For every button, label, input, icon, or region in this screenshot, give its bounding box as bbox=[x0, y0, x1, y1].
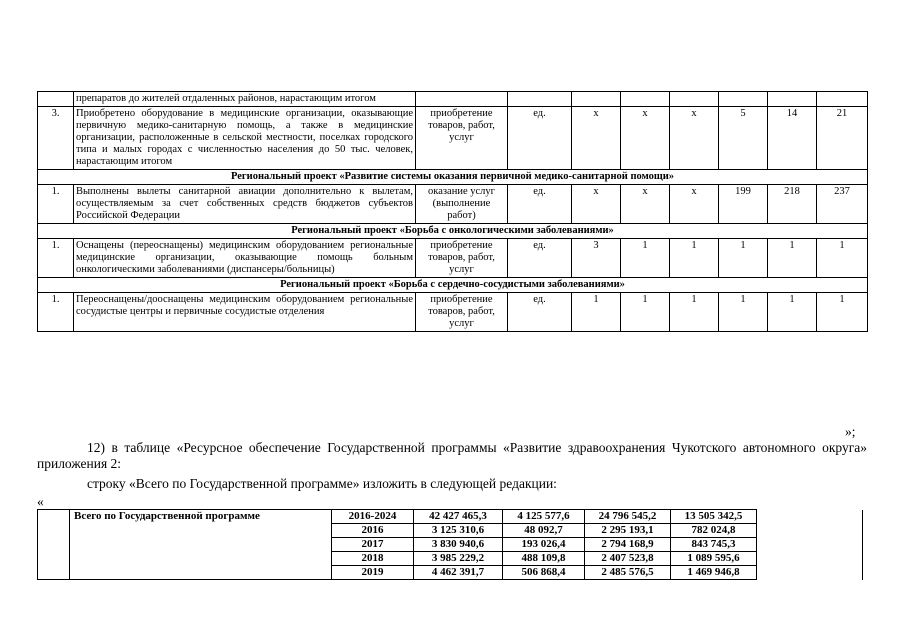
row-value bbox=[572, 92, 621, 107]
row-value: x bbox=[572, 185, 621, 224]
row-value: 1 bbox=[670, 293, 719, 332]
row-value: 1 bbox=[817, 239, 868, 278]
row-value: 2 407 523,8 bbox=[585, 552, 671, 566]
row-empty bbox=[757, 552, 863, 566]
row-value: 1 bbox=[719, 293, 768, 332]
row-value: 488 109,8 bbox=[503, 552, 585, 566]
row-value: 193 026,4 bbox=[503, 538, 585, 552]
row-description: Выполнены вылеты санитарной авиации дополнительно к вылетам, осуществляемым за счет собственных средств бюджетов субъектов Российской Федерации bbox=[74, 185, 416, 224]
closing-quote: »; bbox=[845, 424, 856, 439]
row-description: Приобретено оборудование в медицинские организации, оказывающие первичную медико-санитарную помощь, а также в медицинские организации, расположенные в сельской местности, поселках городского типа и малых городах с численностью населения до 50 тыс. человек, нарастающим итогом bbox=[74, 107, 416, 170]
row-empty bbox=[757, 524, 863, 538]
row-value: x bbox=[670, 107, 719, 170]
section-title: Региональный проект «Борьба с сердечно-сосудистыми заболеваниями» bbox=[38, 278, 868, 293]
row-year: 2016 bbox=[332, 524, 414, 538]
row-number: 1. bbox=[38, 185, 74, 224]
row-value: 3 bbox=[572, 239, 621, 278]
row-total: 4 462 391,7 bbox=[414, 566, 503, 580]
row-description: Оснащены (переоснащены) медицинским оборудованием региональные медицинские организации, оказывающие помощь больным онкологическими заболеваниями (диспансеры/больницы) bbox=[74, 239, 416, 278]
row-value: 21 bbox=[817, 107, 868, 170]
row-unit: ед. bbox=[508, 293, 572, 332]
row-value: 1 bbox=[621, 239, 670, 278]
row-value: x bbox=[621, 185, 670, 224]
row-value: 48 092,7 bbox=[503, 524, 585, 538]
row-total: 3 125 310,6 bbox=[414, 524, 503, 538]
row-year: 2016-2024 bbox=[332, 510, 414, 524]
regional-project-header bbox=[38, 224, 868, 239]
row-blank bbox=[38, 510, 70, 580]
row-value bbox=[670, 92, 719, 107]
paragraph-row-instruction: строку «Всего по Государственной программе» изложить в следующей редакции: bbox=[87, 476, 557, 491]
row-number: 1. bbox=[38, 239, 74, 278]
row-total: 3 985 229,2 bbox=[414, 552, 503, 566]
paragraph-12-text: 12) в таблице «Ресурсное обеспечение Государственной программы «Развитие здравоохранения Чукотского автономного округа» приложения 2: bbox=[37, 440, 867, 471]
row-value: 1 bbox=[621, 293, 670, 332]
row-value: 506 868,4 bbox=[503, 566, 585, 580]
row-type: приобретение товаров, работ, услуг bbox=[416, 293, 508, 332]
section-title: Региональный проект «Борьба с онкологическими заболеваниями» bbox=[38, 224, 868, 239]
row-empty bbox=[757, 510, 863, 524]
row-value: 4 125 577,6 bbox=[503, 510, 585, 524]
opening-quote: « bbox=[37, 494, 44, 509]
row-unit: ед. bbox=[508, 107, 572, 170]
row-value: 1 bbox=[768, 293, 817, 332]
row-value: 24 796 545,2 bbox=[585, 510, 671, 524]
row-value bbox=[621, 92, 670, 107]
row-value: 14 bbox=[768, 107, 817, 170]
row-value bbox=[817, 92, 868, 107]
row-value: 13 505 342,5 bbox=[671, 510, 757, 524]
row-unit: ед. bbox=[508, 239, 572, 278]
table-row bbox=[38, 239, 868, 278]
regional-project-header bbox=[38, 278, 868, 293]
row-year: 2018 bbox=[332, 552, 414, 566]
regional-project-header bbox=[38, 170, 868, 185]
row-value: 199 bbox=[719, 185, 768, 224]
row-value: x bbox=[621, 107, 670, 170]
row-value: 1 bbox=[670, 239, 719, 278]
table-row bbox=[38, 92, 868, 107]
row-type: приобретение товаров, работ, услуг bbox=[416, 239, 508, 278]
row-total: 3 830 940,6 bbox=[414, 538, 503, 552]
row-description: препаратов до жителей отдаленных районов, нарастающим итогом bbox=[74, 92, 416, 107]
row-value: 2 485 576,5 bbox=[585, 566, 671, 580]
table-row bbox=[38, 510, 863, 524]
row-year: 2019 bbox=[332, 566, 414, 580]
resource-total-table bbox=[37, 509, 863, 580]
row-empty bbox=[757, 538, 863, 552]
row-value bbox=[768, 92, 817, 107]
row-value: 782 024,8 bbox=[671, 524, 757, 538]
row-value: 237 bbox=[817, 185, 868, 224]
row-value: 1 bbox=[572, 293, 621, 332]
row-value: 2 794 168,9 bbox=[585, 538, 671, 552]
row-unit: ед. bbox=[508, 185, 572, 224]
row-number: 1. bbox=[38, 293, 74, 332]
row-value: 843 745,3 bbox=[671, 538, 757, 552]
row-value: 5 bbox=[719, 107, 768, 170]
row-number: 3. bbox=[38, 107, 74, 170]
row-unit bbox=[508, 92, 572, 107]
row-description: Переоснащены/дооснащены медицинским оборудованием региональные сосудистые центры и первичные сосудистые отделения bbox=[74, 293, 416, 332]
row-value bbox=[719, 92, 768, 107]
row-empty bbox=[757, 566, 863, 580]
table-row bbox=[38, 107, 868, 170]
row-value: 1 bbox=[719, 239, 768, 278]
row-value: x bbox=[572, 107, 621, 170]
row-type: приобретение товаров, работ, услуг bbox=[416, 107, 508, 170]
row-value: 218 bbox=[768, 185, 817, 224]
row-value: 1 bbox=[768, 239, 817, 278]
row-total: 42 427 465,3 bbox=[414, 510, 503, 524]
row-type: оказание услуг (выполнение работ) bbox=[416, 185, 508, 224]
row-value: 1 469 946,8 bbox=[671, 566, 757, 580]
row-year: 2017 bbox=[332, 538, 414, 552]
row-value: 2 295 193,1 bbox=[585, 524, 671, 538]
row-number bbox=[38, 92, 74, 107]
section-title: Региональный проект «Развитие системы оказания первичной медико-санитарной помощи» bbox=[38, 170, 868, 185]
row-value: 1 089 595,6 bbox=[671, 552, 757, 566]
indicators-table bbox=[37, 91, 868, 332]
row-label: Всего по Государственной программе bbox=[70, 510, 332, 580]
row-type bbox=[416, 92, 508, 107]
paragraph-12 bbox=[37, 440, 867, 472]
row-value: 1 bbox=[817, 293, 868, 332]
table-row bbox=[38, 293, 868, 332]
table-row bbox=[38, 185, 868, 224]
row-value: x bbox=[670, 185, 719, 224]
